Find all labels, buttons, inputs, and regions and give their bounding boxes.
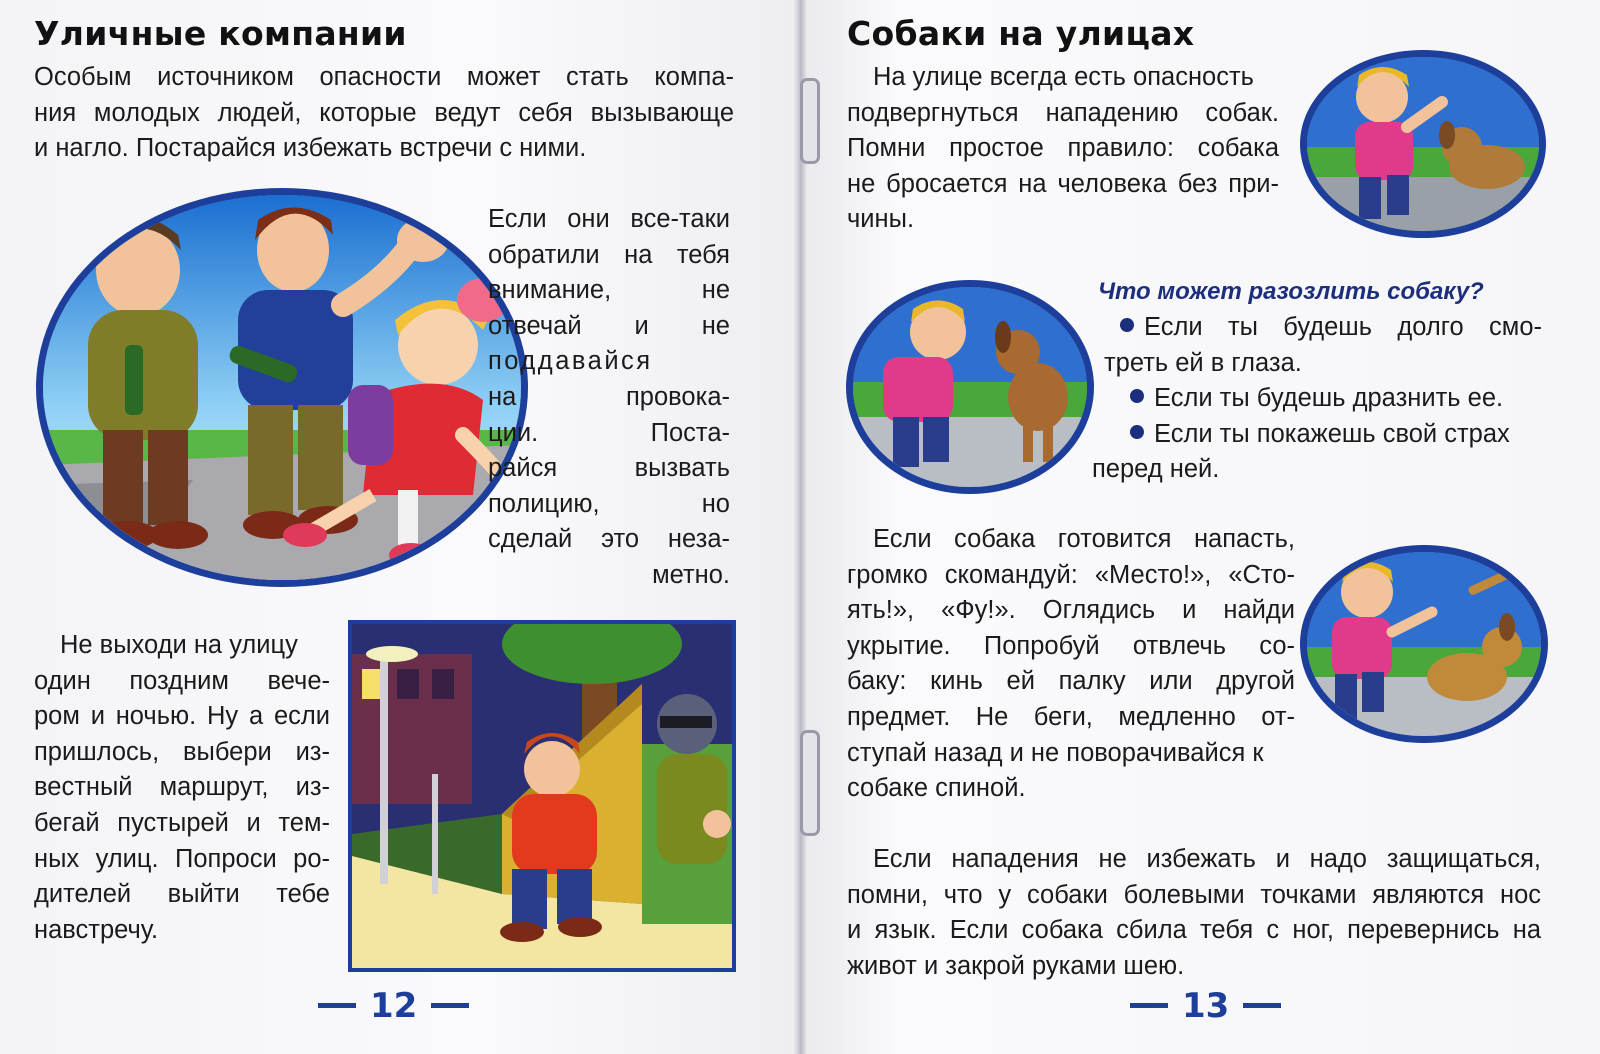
bullet-text: Если ты покажешь свой страх — [1154, 419, 1510, 448]
bullet-text: Если ты будешь дразнить ее. — [1154, 384, 1504, 413]
right-page-heading: Собаки на улицах — [847, 14, 1195, 53]
night-street-illustration — [348, 620, 736, 972]
text-line: помни, что у собаки болевыми точками являются нос — [847, 880, 1541, 909]
staple — [800, 730, 820, 836]
question-heading: Что может разозлить собаку? — [1098, 278, 1484, 305]
dog-attack-paragraph — [847, 522, 1295, 807]
text-line: Если они все-таки — [488, 205, 730, 233]
bullet-item-1 — [1092, 310, 1542, 346]
self-defense-paragraph — [847, 842, 1541, 984]
text-line: Если нападения не избежать и надо защищаться, — [873, 845, 1541, 873]
text-line: сделай это неза- — [488, 525, 730, 554]
text-line: ять!», «Фу!». Оглядись и найди — [847, 596, 1295, 625]
text-line: ром и ночью. Ну а если — [34, 702, 330, 731]
bullet-icon — [1130, 389, 1144, 403]
text-line: метно. — [652, 560, 730, 589]
page-number-dash — [318, 1003, 356, 1008]
text-line: полицию, но — [488, 489, 730, 518]
text-line: ступай назад и не поворачивайся к — [847, 738, 1264, 767]
text-line: поддавайся — [488, 347, 653, 376]
page-number-12 — [304, 986, 483, 1026]
bullet-text: треть ей в глаза. — [1104, 348, 1302, 377]
text-line: вестный маршрут, из- — [34, 773, 330, 802]
text-line: дителей выйти тебе — [34, 880, 330, 909]
street-gang-illustration — [36, 188, 528, 587]
if-noticed-paragraph — [488, 202, 730, 594]
dogs-intro-paragraph — [847, 60, 1279, 238]
text-line: Помни простое правило: собака — [847, 134, 1279, 163]
bullet-item-3 — [1092, 417, 1542, 453]
text-line: Особым источником опасности может стать компа- — [34, 63, 734, 91]
text-line: собаке спиной. — [847, 774, 1026, 803]
text-line: райся вызвать — [488, 454, 730, 483]
text-line: живот и закрой руками шею. — [847, 951, 1185, 980]
left-page-heading: Уличные компании — [34, 14, 407, 53]
text-line: и язык. Если собака сбила тебя с ног, перевернись на — [847, 916, 1541, 945]
boy-throwing-stick-illustration — [1300, 545, 1548, 743]
night-walk-paragraph — [34, 628, 330, 948]
text-line: ции. Поста- — [488, 418, 730, 447]
bullet-list — [1092, 310, 1542, 488]
page-number-value: 13 — [1182, 986, 1230, 1026]
text-line: и нагло. Постарайся избежать встречи с ними. — [34, 134, 587, 163]
text-line: бегай пустырей и тем- — [34, 808, 330, 837]
bullet-text: перед ней. — [1092, 455, 1220, 484]
page-number-dash — [1130, 1003, 1168, 1008]
text-line: предмет. Не беги, медленно от- — [847, 702, 1295, 731]
page-number-dash — [1243, 1003, 1281, 1008]
text-line: обратили на тебя — [488, 240, 730, 269]
text-line: громко скомандуй: «Место!», «Сто- — [847, 560, 1295, 589]
bullet-icon — [1130, 425, 1144, 439]
text-line: Не выходи на улицу — [60, 631, 298, 659]
text-line: чины. — [847, 205, 915, 234]
text-line: на провока- — [488, 382, 730, 411]
left-intro-paragraph — [34, 60, 734, 167]
staple — [800, 78, 820, 164]
bullet-item-2 — [1092, 381, 1542, 417]
text-line: Если собака готовится напасть, — [873, 525, 1295, 553]
right-page — [800, 0, 1600, 1054]
bullet-text: Если ты будешь долго смо- — [1144, 313, 1542, 341]
text-line: внимание, не — [488, 276, 730, 305]
text-line: укрытие. Попробуй отвлечь со- — [847, 631, 1295, 660]
boy-facing-dog-illustration — [846, 280, 1094, 494]
bullet-icon — [1120, 318, 1134, 332]
text-line: пришлось, выбери из- — [34, 737, 330, 766]
text-line: подвергнуться нападению собак. — [847, 98, 1279, 127]
page-number-value: 12 — [370, 986, 418, 1026]
text-line: не бросается на человека без при- — [847, 169, 1279, 198]
text-line: навстречу. — [34, 915, 159, 944]
text-line: отвечай и не — [488, 311, 730, 340]
boy-and-angry-dog-illustration — [1300, 50, 1546, 238]
text-line: баку: кинь ей палку или другой — [847, 667, 1295, 696]
text-line: На улице всегда есть опасность — [873, 63, 1254, 91]
text-line: ния молодых людей, которые ведут себя вызывающе — [34, 98, 734, 127]
page-number-13 — [1116, 986, 1295, 1026]
page-number-dash — [431, 1003, 469, 1008]
text-line: один поздним вече- — [34, 666, 330, 695]
text-line: ных улиц. Попроси ро- — [34, 844, 330, 873]
